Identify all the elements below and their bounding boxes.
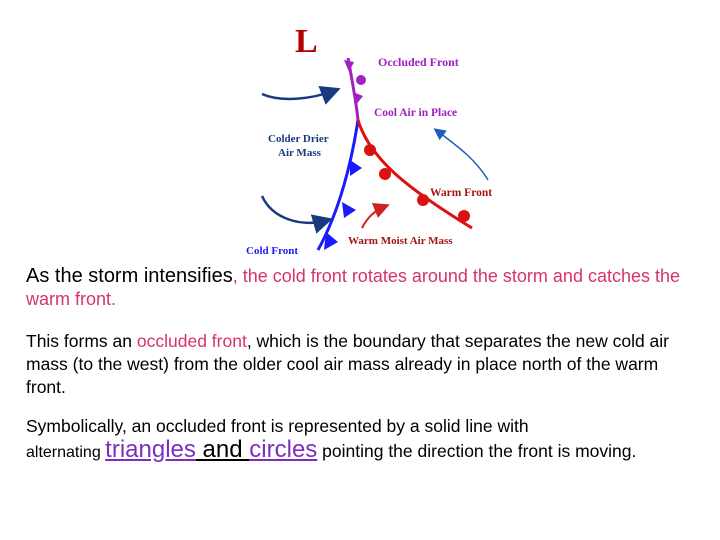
forms-text: This forms an bbox=[26, 331, 137, 351]
cool-air-arrow bbox=[436, 130, 488, 180]
and-text: and bbox=[195, 436, 250, 463]
warm-air-arrow bbox=[362, 206, 386, 228]
warm-front-label: Warm Front bbox=[430, 187, 493, 199]
lower-wind-arrow bbox=[262, 196, 328, 223]
cold-front-triangle bbox=[342, 202, 356, 218]
rotates-text: , the cold front rotates around the storm and catches the warm front. bbox=[26, 266, 681, 309]
occluded-front-term: occluded front bbox=[136, 331, 247, 351]
warm-front-circle bbox=[417, 194, 429, 206]
symbol-paragraph bbox=[26, 415, 696, 464]
symbolically-text: Symbolically, an occluded front is represented by a solid line with bbox=[26, 416, 529, 436]
cool-air-label: Cool Air in Place bbox=[374, 107, 458, 119]
warm-front-circle bbox=[458, 210, 470, 222]
colder-drier-label-line1: Colder Drier bbox=[268, 133, 329, 145]
cold-front-triangle bbox=[350, 160, 362, 176]
cold-front-label: Cold Front bbox=[246, 245, 299, 257]
low-pressure-label: L bbox=[295, 23, 318, 60]
circles-term: circles bbox=[249, 436, 318, 463]
occluded-front-diagram bbox=[240, 10, 540, 260]
occluded-circle bbox=[356, 75, 366, 85]
warm-front-circle bbox=[364, 144, 376, 156]
occluded-triangle bbox=[344, 60, 354, 72]
warm-moist-label: Warm Moist Air Mass bbox=[348, 235, 453, 247]
intensifies-text: As the storm intensifies bbox=[26, 265, 233, 287]
occluded-paragraph bbox=[26, 330, 696, 399]
alternating-text: alternating bbox=[26, 444, 106, 461]
warm-front-circle bbox=[379, 168, 391, 180]
triangles-term: triangles bbox=[105, 436, 196, 463]
cold-front-triangle bbox=[324, 232, 338, 250]
occluded-front-label: Occluded Front bbox=[378, 55, 459, 69]
intensifies-paragraph bbox=[26, 265, 696, 311]
direction-text: pointing the direction the front is moving. bbox=[317, 441, 637, 461]
upper-wind-arrow bbox=[262, 90, 336, 99]
boundary-text: , which is the boundary that separates the new cold air mass (to the west) from the older cool air mass already in place north of the warm front. bbox=[26, 331, 669, 397]
colder-drier-label-line2: Air Mass bbox=[278, 147, 321, 159]
